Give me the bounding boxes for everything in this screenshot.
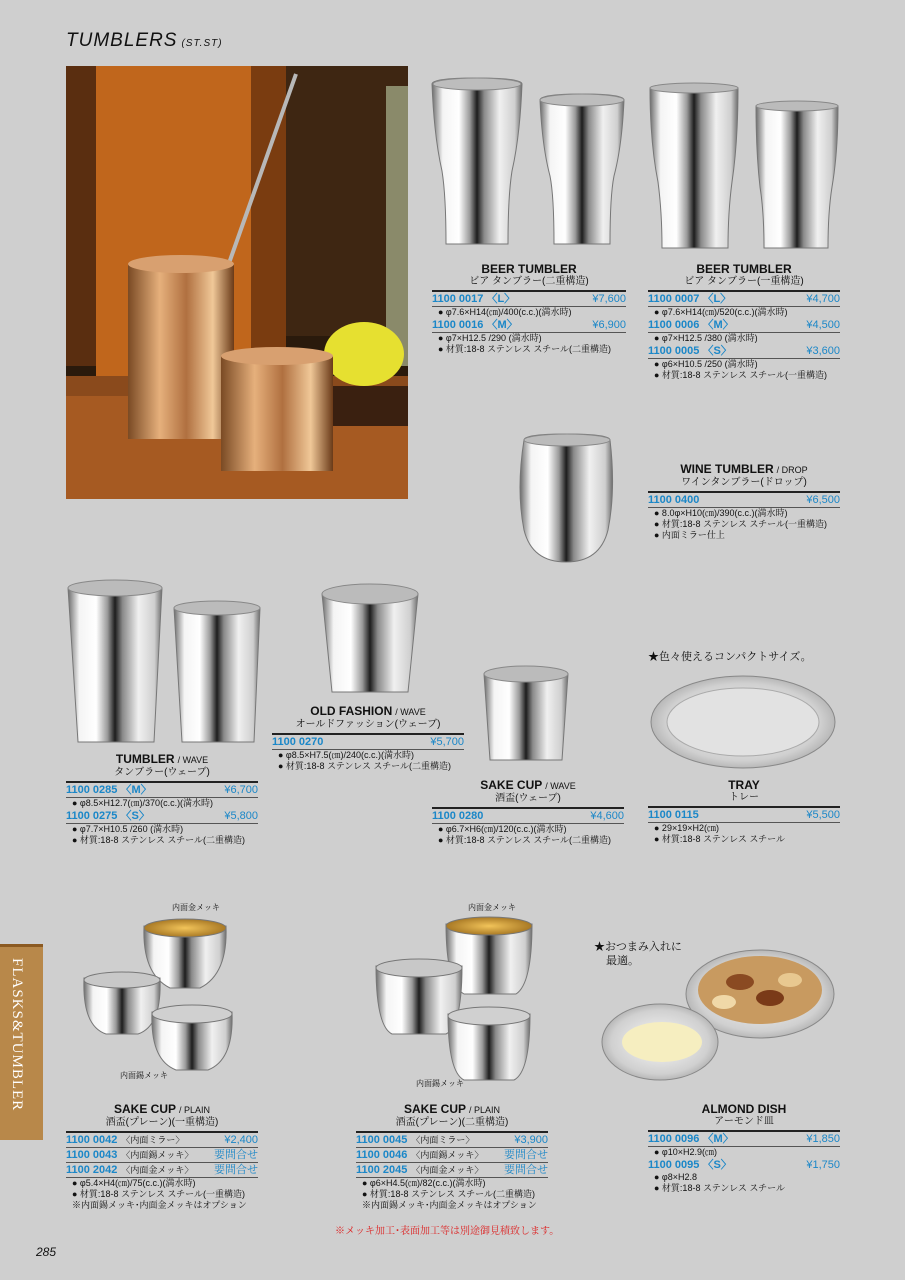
price: ¥6,900 xyxy=(592,319,626,331)
beer-tumbler-single-image xyxy=(646,82,846,257)
product-jp-name: 酒盃(プレーン)(二重構造) xyxy=(395,1117,509,1128)
finish-note: 〈内面錫メッキ〉 xyxy=(121,1150,194,1160)
sake-cup-wave-image xyxy=(480,662,572,769)
spec-line: ※内面錫メッキ･内面金メッキはオプション xyxy=(362,1200,537,1210)
product-code: 1100 0017 xyxy=(432,293,484,305)
spec-line: ● φ8.5×H7.5(㎝)/240(c.c.)(満水時) xyxy=(278,750,415,760)
tray-info xyxy=(648,778,840,845)
price-row xyxy=(648,292,840,307)
product-suffix: / WAVE xyxy=(177,755,209,765)
tray-image xyxy=(648,672,838,777)
product-jp-name: ビア タンブラー(二重構造) xyxy=(469,276,589,287)
product-name-text: SAKE CUP xyxy=(403,1102,466,1116)
product-code: 1100 2042 xyxy=(66,1164,118,1176)
price: ¥7,600 xyxy=(592,293,626,305)
wine-tumbler-image xyxy=(518,430,618,570)
price: ¥6,500 xyxy=(806,494,840,506)
price-row xyxy=(648,1158,840,1172)
beer-tumbler-single-info xyxy=(648,262,840,381)
product-jp-name: オールドファッション(ウェーブ) xyxy=(295,719,441,730)
price-row xyxy=(356,1133,548,1148)
product-code: 1100 0275 xyxy=(66,810,118,822)
spec-line: ● 材質:18-8 ステンレス スチール(一重構造) xyxy=(654,370,827,380)
almond-star-line2: 最適。 xyxy=(606,955,639,967)
product-code: 1100 0400 xyxy=(648,494,700,506)
price-row xyxy=(66,1163,258,1178)
price-row xyxy=(356,1163,548,1178)
spec-line: ● φ8.5×H12.7(㎝)/370(c.c.)(満水時) xyxy=(72,798,214,808)
product-code: 1100 0043 xyxy=(66,1149,118,1161)
spec-line: ● 材質:18-8 ステンレス スチール xyxy=(654,1183,785,1193)
product-jp-name: ビア タンブラー(一重構造) xyxy=(684,276,804,287)
spec-line: ● 材質:18-8 ステンレス スチール(二重構造) xyxy=(72,835,245,845)
size-label: 〈S〉 xyxy=(702,345,732,357)
finish-note: 〈内面金メッキ〉 xyxy=(411,1165,484,1175)
product-name-text: TUMBLER xyxy=(115,752,175,766)
almond-dish-image xyxy=(600,942,840,1097)
product-name xyxy=(432,778,624,793)
product-suffix: / PLAIN xyxy=(179,1105,211,1115)
sake-cup-plain-double-info xyxy=(356,1102,548,1211)
spec-line: ● 材質:18-8 ステンレス スチール xyxy=(654,834,785,844)
product-name xyxy=(356,1102,548,1117)
price-row xyxy=(66,783,258,798)
price: ¥4,700 xyxy=(806,293,840,305)
price: ¥4,600 xyxy=(590,810,624,822)
price: ¥2,400 xyxy=(224,1134,258,1146)
product-code: 1100 2045 xyxy=(356,1164,408,1176)
size-label: 〈S〉 xyxy=(120,810,150,822)
spec-line: ● 29×19×H2(㎝) xyxy=(654,823,719,833)
spec-line: ● φ8×H2.8 xyxy=(654,1172,698,1182)
price-row xyxy=(648,493,840,508)
beer-tumbler-double-image xyxy=(428,76,628,256)
price: 要問合せ xyxy=(504,1164,548,1176)
finish-note: 〈内面ミラー〉 xyxy=(411,1135,475,1145)
price-row xyxy=(356,1148,548,1163)
spec-line: ● φ7.7×H10.5 /260 (満水時) xyxy=(72,824,184,834)
tumbler-wave-image xyxy=(64,576,264,751)
spec-line: ● φ7.6×H14(㎝)/520(c.c.)(満水時) xyxy=(654,307,788,317)
footer-note: ※メッキ加工･表面加工等は別途御見積致します。 xyxy=(335,1226,560,1237)
product-name xyxy=(66,1102,258,1117)
product-code: 1100 0270 xyxy=(272,736,324,748)
product-jp-name: タンブラー(ウェーブ) xyxy=(114,767,210,778)
page-title-text: TUMBLERS xyxy=(66,30,178,51)
product-code: 1100 0005 xyxy=(648,345,700,357)
spec-line: ※内面錫メッキ･内面金メッキはオプション xyxy=(72,1200,247,1210)
price-row xyxy=(66,1133,258,1148)
beer-tumbler-double-info xyxy=(432,262,626,355)
price: ¥3,600 xyxy=(806,345,840,357)
price-row xyxy=(648,344,840,359)
product-name xyxy=(272,704,464,719)
page-title-sub: (ST.ST) xyxy=(181,38,223,49)
spec-line: ● 材質:18-8 ステンレス スチール(二重構造) xyxy=(438,344,611,354)
price: 要問合せ xyxy=(214,1164,258,1176)
product-code: 1100 0007 xyxy=(648,293,700,305)
product-suffix: / WAVE xyxy=(395,707,426,717)
product-name xyxy=(648,462,840,477)
sake-cup-plain-single-image xyxy=(80,914,240,1079)
product-name: TRAY xyxy=(728,778,760,792)
caption-gold-plating: 内面金メッキ xyxy=(468,903,516,912)
spec-line: ● φ6×H10.5 /250 (満水時) xyxy=(654,359,758,369)
product-suffix: / WAVE xyxy=(545,781,576,791)
price: ¥6,700 xyxy=(224,784,258,796)
spec-line: ● φ7×H12.5 /290 (満水時) xyxy=(438,333,542,343)
wine-tumbler-info xyxy=(648,462,840,541)
price-row xyxy=(432,318,626,333)
old-fashion-info xyxy=(272,704,464,772)
spec-line: ● φ10×H2.9(㎝) xyxy=(654,1147,718,1157)
section-tab-label: FLASKS&TUMBLER xyxy=(9,958,25,1112)
product-code: 1100 0016 xyxy=(432,319,484,331)
hero-photo xyxy=(66,66,408,499)
product-name-text: SAKE CUP xyxy=(113,1102,176,1116)
price: ¥3,900 xyxy=(514,1134,548,1146)
product-jp-name: 酒盃(プレーン)(一重構造) xyxy=(105,1117,219,1128)
spec-line: ● φ6×H4.5(㎝)/82(c.c.)(満水時) xyxy=(362,1178,486,1188)
caption-tin-plating: 内面錫メッキ xyxy=(416,1079,464,1088)
price-row xyxy=(648,808,840,823)
product-code: 1100 0280 xyxy=(432,810,484,822)
product-name: BEER TUMBLER xyxy=(696,262,792,276)
sake-cup-wave-info xyxy=(432,778,624,846)
product-suffix: / DROP xyxy=(776,465,808,475)
spec-line: ● 8.0φ×H10(㎝)/390(c.c.)(満水時) xyxy=(654,508,788,518)
price: ¥5,800 xyxy=(224,810,258,822)
almond-star-line1: ★おつまみ入れに xyxy=(594,941,682,953)
price-row xyxy=(648,318,840,333)
product-suffix: / PLAIN xyxy=(469,1105,501,1115)
size-label: 〈M〉 xyxy=(702,319,734,331)
section-tab[interactable] xyxy=(0,944,43,1140)
size-label: 〈M〉 xyxy=(486,319,518,331)
product-code: 1100 0046 xyxy=(356,1149,408,1161)
size-label: 〈M〉 xyxy=(702,1133,734,1145)
page-number: 285 xyxy=(36,1245,57,1259)
price: 要問合せ xyxy=(504,1149,548,1161)
size-label: 〈M〉 xyxy=(120,784,152,796)
sake-cup-plain-single-info xyxy=(66,1102,258,1211)
finish-note: 〈内面金メッキ〉 xyxy=(121,1165,194,1175)
price-row xyxy=(66,1148,258,1163)
page-title xyxy=(66,30,223,52)
product-code: 1100 0096 xyxy=(648,1133,700,1145)
product-name-text: OLD FASHION xyxy=(310,704,393,718)
finish-note: 〈内面錫メッキ〉 xyxy=(411,1150,484,1160)
size-label: 〈S〉 xyxy=(702,1159,732,1171)
sake-cup-plain-double-image xyxy=(372,914,542,1087)
size-label: 〈L〉 xyxy=(702,293,732,305)
product-code: 1100 0285 xyxy=(66,784,118,796)
spec-line: ● φ5.4×H4(㎝)/75(c.c.)(満水時) xyxy=(72,1178,196,1188)
product-code: 1100 0095 xyxy=(648,1159,700,1171)
price-row xyxy=(272,735,464,750)
product-jp-name: 酒盃(ウェーブ) xyxy=(495,793,561,804)
price: ¥4,500 xyxy=(806,319,840,331)
price: ¥1,850 xyxy=(806,1133,840,1145)
tumbler-wave-info xyxy=(66,752,258,846)
tray-star-note: ★色々使えるコンパクトサイズ。 xyxy=(648,651,812,663)
spec-line: ● 材質:18-8 ステンレス スチール(一重構造) xyxy=(72,1189,245,1199)
spec-line: ● φ7×H12.5 /380 (満水時) xyxy=(654,333,758,343)
price: ¥5,500 xyxy=(806,809,840,821)
size-label: 〈L〉 xyxy=(486,293,516,305)
spec-line: ● 内面ミラー仕上 xyxy=(654,530,725,540)
product-jp-name: アーモンド皿 xyxy=(714,1116,774,1127)
price: ¥1,750 xyxy=(806,1159,840,1171)
product-name: ALMOND DISH xyxy=(701,1102,787,1116)
price-row xyxy=(432,292,626,307)
tab-top-line xyxy=(0,944,43,947)
price: ¥5,700 xyxy=(430,736,464,748)
product-name-text: SAKE CUP xyxy=(480,778,543,792)
product-jp-name: ワインタンブラー(ドロップ) xyxy=(681,477,807,488)
product-code: 1100 0006 xyxy=(648,319,700,331)
spec-line: ● 材質:18-8 ステンレス スチール(二重構造) xyxy=(278,761,451,771)
old-fashion-image xyxy=(318,580,424,701)
price-row xyxy=(66,809,258,824)
finish-note: 〈内面ミラー〉 xyxy=(121,1135,185,1145)
spec-line: ● 材質:18-8 ステンレス スチール(一重構造) xyxy=(654,519,827,529)
product-name: BEER TUMBLER xyxy=(481,262,577,276)
spec-line: ● 材質:18-8 ステンレス スチール(二重構造) xyxy=(438,835,611,845)
product-code: 1100 0042 xyxy=(66,1134,118,1146)
product-name xyxy=(66,752,258,767)
product-jp-name: トレー xyxy=(729,792,759,803)
spec-line: ● φ7.6×H14(㎝)/400(c.c.)(満水時) xyxy=(438,307,572,317)
price: 要問合せ xyxy=(214,1149,258,1161)
almond-dish-info xyxy=(648,1102,840,1194)
spec-line: ● φ6.7×H6(㎝)/120(c.c.)(満水時) xyxy=(438,824,567,834)
caption-gold-plating: 内面金メッキ xyxy=(172,903,220,912)
spec-line: ● 材質:18-8 ステンレス スチール(二重構造) xyxy=(362,1189,535,1199)
price-row xyxy=(648,1132,840,1147)
product-code: 1100 0115 xyxy=(648,809,699,821)
price-row xyxy=(432,809,624,824)
caption-tin-plating: 内面錫メッキ xyxy=(120,1071,168,1080)
product-code: 1100 0045 xyxy=(356,1134,408,1146)
product-name-text: WINE TUMBLER xyxy=(680,462,774,476)
